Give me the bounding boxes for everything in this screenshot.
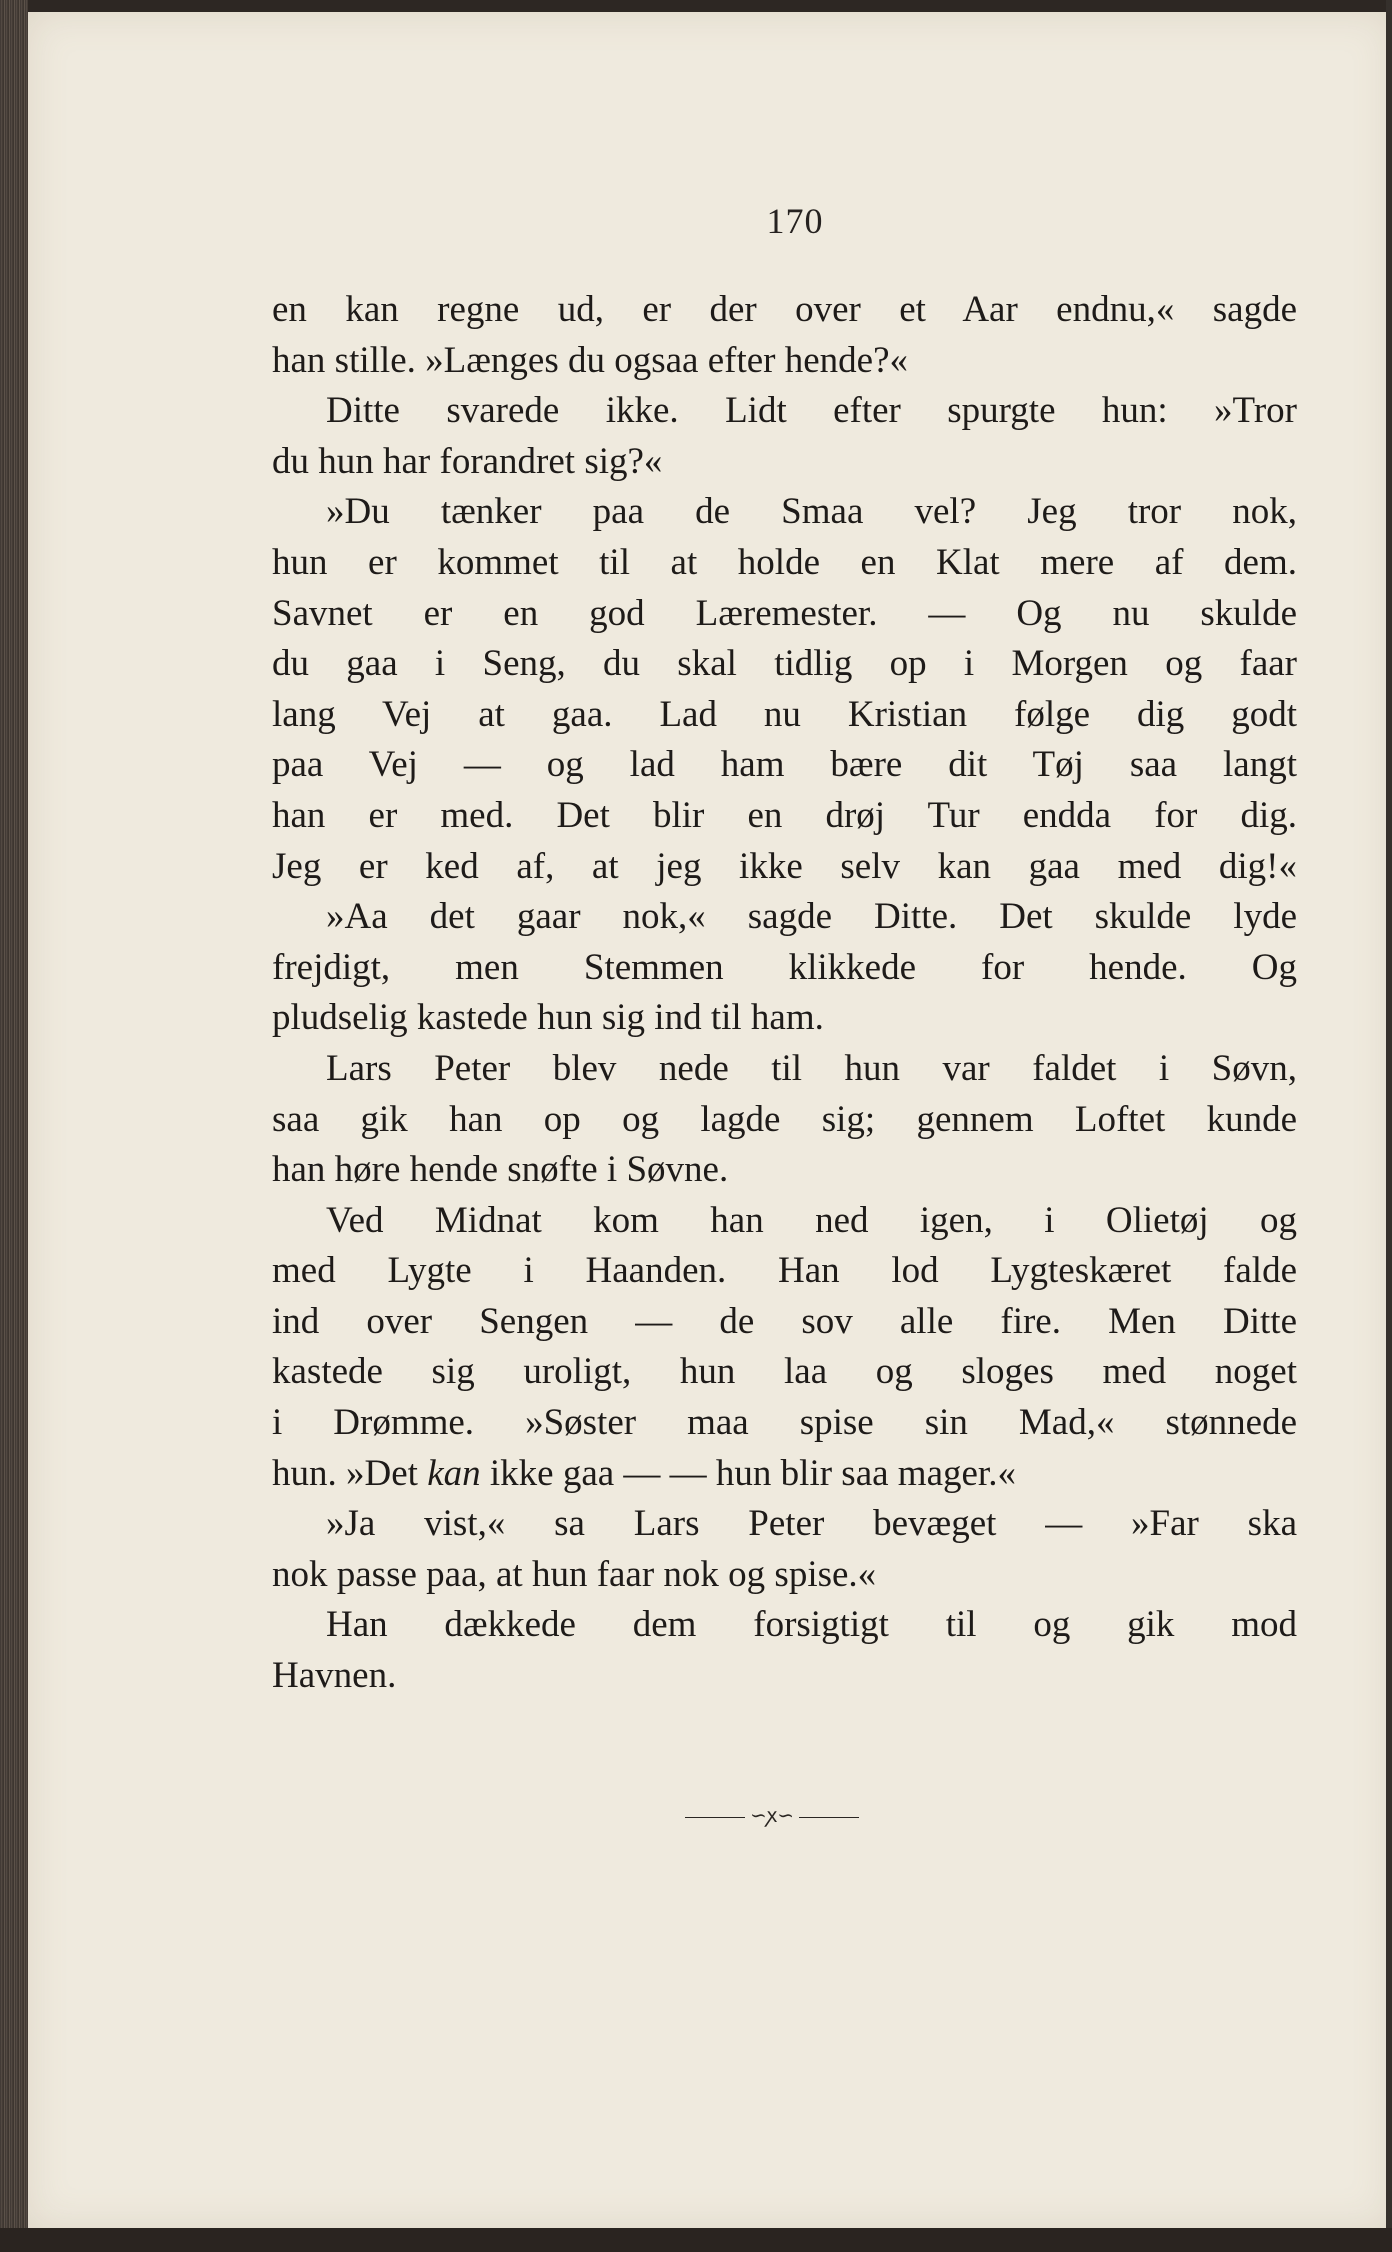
text-line: Jeg er ked af, at jeg ikke selv kan gaa med dig!«: [272, 845, 1297, 887]
text-line: frejdigt, men Stemmen klikkede for hende. Og: [272, 946, 1297, 988]
text-line: kastede sig uroligt, hun laa og sloges med noget: [272, 1351, 1297, 1393]
text-line: pludselig kastede hun sig ind til ham.: [272, 997, 824, 1039]
end-ornament: [672, 1801, 872, 1831]
text-line: han er med. Det blir en drøj Tur endda for dig.: [272, 794, 1297, 836]
text-line: [272, 1449, 1297, 1500]
text-line: Ditte svarede ikke. Lidt efter spurgte hun: »Tror: [326, 390, 1297, 432]
text-fragment: hun. »Det: [272, 1452, 418, 1494]
ornament-glyph: ∽ꭗ∽: [749, 1805, 795, 1827]
text-line: Savnet er en god Læremester. — Og nu skulde: [272, 592, 1297, 634]
text-line: med Lygte i Haanden. Han lod Lygteskæret falde: [272, 1250, 1297, 1292]
italic-word: kan: [427, 1452, 481, 1494]
body-text: [272, 285, 1297, 1702]
text-line: »Aa det gaar nok,« sagde Ditte. Det skulde lyde: [326, 896, 1297, 938]
text-line: hun er kommet til at holde en Klat mere af dem.: [272, 541, 1297, 583]
text-line: i Drømme. »Søster maa spise sin Mad,« stønnede: [272, 1402, 1297, 1444]
ornament-rule-right: [799, 1817, 859, 1818]
ornament-rule-left: [685, 1817, 745, 1818]
text-line: han stille. »Længes du ogsaa efter hende?«: [272, 339, 908, 381]
bottom-edge: [0, 2228, 1392, 2252]
text-line: han høre hende snøfte i Søvne.: [272, 1149, 729, 1191]
text-line: du gaa i Seng, du skal tidlig op i Morgen og faar: [272, 643, 1297, 685]
right-edge: [1386, 0, 1392, 2252]
text-line: Havnen.: [272, 1655, 397, 1697]
text-line: ind over Sengen — de sov alle fire. Men Ditte: [272, 1300, 1297, 1342]
text-line: »Ja vist,« sa Lars Peter bevæget — »Far ska: [326, 1503, 1297, 1545]
text-line: saa gik han op og lagde sig; gennem Loftet kunde: [272, 1098, 1297, 1140]
text-line: lang Vej at gaa. Lad nu Kristian følge dig godt: [272, 693, 1297, 735]
text-line: en kan regne ud, er der over et Aar endnu,« sagde: [272, 289, 1297, 330]
text-line: paa Vej — og lad ham bære dit Tøj saa langt: [272, 744, 1297, 786]
text-line: Han dækkede dem forsigtigt til og gik mod: [326, 1604, 1297, 1646]
text-line: nok passe paa, at hun faar nok og spise.«: [272, 1553, 877, 1595]
text-line: »Du tænker paa de Smaa vel? Jeg tror nok,: [326, 491, 1297, 533]
text-line: Ved Midnat kom han ned igen, i Olietøj og: [326, 1199, 1297, 1241]
text-line: Lars Peter blev nede til hun var faldet i Søvn,: [326, 1047, 1297, 1089]
page-stack-edge: [0, 0, 28, 2252]
text-fragment: ikke gaa — — hun blir saa mager.«: [489, 1452, 1016, 1494]
text-line: du hun har forandret sig?«: [272, 440, 663, 482]
page-number: 170: [766, 201, 824, 241]
